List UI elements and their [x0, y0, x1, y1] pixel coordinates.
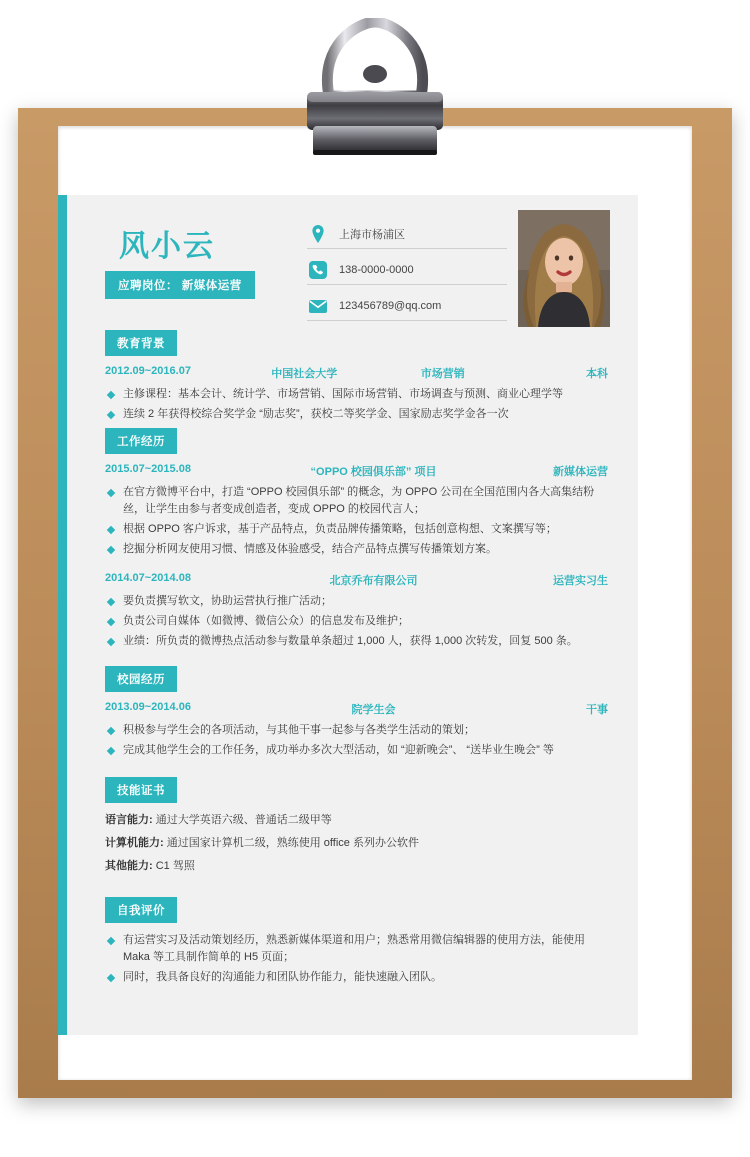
entry-heading: [105, 463, 608, 479]
contact-list: [307, 219, 507, 327]
resume-header: [67, 195, 638, 330]
bullet-item: 负责公司自媒体（如微博、微信公众）的信息发布及维护；: [107, 613, 608, 630]
resume-page: [58, 195, 638, 1035]
skill-row: [105, 812, 608, 829]
section-title: 校园经历: [105, 666, 177, 692]
contact-value: 138-0000-0000: [339, 263, 414, 276]
entry-heading: [105, 365, 608, 381]
entry-bullets: [107, 932, 608, 986]
bullet-item: 挖掘分析网友使用习惯、情感及体验感受，结合产品特点撰写传播策划方案。: [107, 541, 608, 558]
bullet-item: 同时，我具备良好的沟通能力和团队协作能力，能快速融入团队。: [107, 969, 608, 986]
bullet-item: 在官方微博平台中，打造 “OPPO 校园俱乐部” 的概念，为 OPPO 公司在全国范围内各大高集结粉丝，让学生由参与者变成创造者，变成 OPPO 的校园代言人；: [107, 484, 608, 518]
entry-bullets: [107, 593, 608, 650]
applied-position-badge: 应聘岗位： 新媒体运营: [105, 271, 255, 299]
entry-org: “OPPO 校园俱乐部” 项目: [310, 466, 437, 478]
accent-sidebar: [58, 195, 67, 1035]
skill-value: C1 驾照: [155, 860, 195, 872]
entry-role: 市场营销: [420, 368, 465, 380]
entry-role: 运营实习生: [553, 575, 608, 587]
bullet-item: 积极参与学生会的各项活动，与其他干事一起参与各类学生活动的策划；: [107, 722, 608, 739]
entry-bullets: [107, 722, 608, 759]
bullet-item: 主修课程：基本会计、统计学、市场营销、国际市场营销、市场调查与预测、商业心理学等: [107, 386, 608, 403]
section-title: 教育背景: [105, 330, 177, 356]
entry-heading: [105, 572, 608, 588]
clipboard-clip-icon: [289, 18, 461, 164]
entry-date: 2012.09~2016.07: [105, 365, 191, 377]
skill-label: 语言能力:: [105, 814, 153, 826]
entry-bullets: [107, 484, 608, 558]
section-title: 工作经历: [105, 428, 177, 454]
entry-org: 北京乔布有限公司: [329, 575, 418, 587]
entry-extra: 本科: [586, 368, 608, 380]
entry-date: 2015.07~2015.08: [105, 463, 191, 475]
skill-row: [105, 858, 608, 875]
skill-label: 计算机能力:: [105, 837, 164, 849]
bullet-item: 要负责撰写软文，协助运营执行推广活动；: [107, 593, 608, 610]
bullet-item: 有运营实习及活动策划经历，熟悉新媒体渠道和用户；熟悉常用微信编辑器的使用方法，能使用 Maka 等工具制作简单的 H5 页面；: [107, 932, 608, 966]
entry-role: 干事: [586, 704, 608, 716]
bullet-item: 完成其他学生会的工作任务，成功举办多次大型活动，如 “迎新晚会”、 “送毕业生晚会” 等: [107, 742, 608, 759]
entry-role: 新媒体运营: [553, 466, 608, 478]
section-title: 自我评价: [105, 897, 177, 923]
bullet-item: 业绩：所负责的微博热点活动参与数量单条超过 1,000 人，获得 1,000 次转发，回复 500 条。: [107, 633, 608, 650]
entry-org: 院学生会: [351, 704, 396, 716]
envelope-icon: [307, 295, 329, 317]
entry-org: 中国社会大学: [271, 368, 338, 380]
contact-value: 上海市杨浦区: [339, 228, 405, 241]
bullet-item: 连续 2 年获得校综合奖学金 “励志奖”，获校二等奖学金、国家励志奖学金各一次: [107, 406, 608, 423]
skill-label: 其他能力:: [105, 860, 153, 872]
skill-value: 通过大学英语六级、普通话二级甲等: [155, 814, 332, 826]
location-pin-icon: [307, 223, 329, 245]
section-title: 技能证书: [105, 777, 177, 803]
avatar: [518, 210, 610, 327]
entry-bullets: [107, 386, 608, 423]
entry-heading: [105, 701, 608, 717]
phone-icon: [307, 259, 329, 281]
skill-row: [105, 835, 608, 852]
skill-value: 通过国家计算机二级，熟练使用 office 系列办公软件: [166, 837, 419, 849]
entry-date: 2014.07~2014.08: [105, 572, 191, 584]
section-campus-experience: [67, 666, 638, 759]
contact-item-phone: [307, 255, 507, 285]
entry-date: 2013.09~2014.06: [105, 701, 191, 713]
section-skills: [67, 777, 638, 875]
section-self-evaluation: [67, 897, 638, 986]
contact-item-email: [307, 291, 507, 321]
bullet-item: 根据 OPPO 客户诉求，基于产品特点，负责品牌传播策略，包括创意构想、文案撰写等；: [107, 521, 608, 538]
contact-value: 123456789@qq.com: [339, 299, 442, 312]
contact-item-address: [307, 219, 507, 249]
applicant-name: 风小云: [119, 230, 215, 263]
section-work-experience: [67, 428, 638, 650]
section-education: [67, 330, 638, 423]
